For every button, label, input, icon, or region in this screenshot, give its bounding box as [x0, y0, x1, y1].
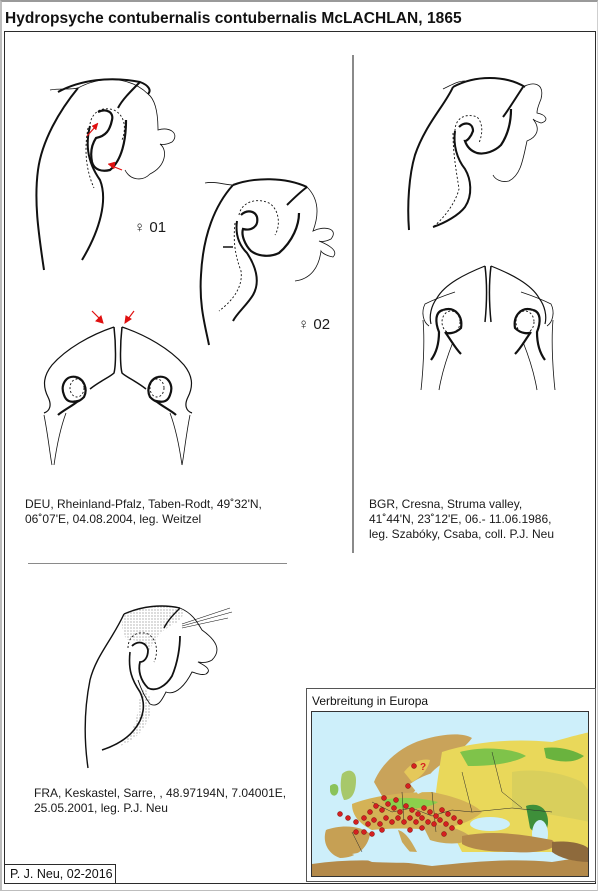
- red-arrow-icon: [92, 311, 103, 323]
- drawing-dorsal-bgr: [415, 262, 565, 402]
- specimen-label-female-02: ♀ 02: [298, 316, 331, 333]
- locality-line: BGR, Cresna, Struma valley,: [369, 497, 523, 511]
- author-credit: P. J. Neu, 02-2016: [4, 864, 116, 884]
- locality-line: FRA, Keskastel, Sarre, , 48.97194N, 7.04001E,: [34, 786, 287, 800]
- horizontal-divider: [28, 563, 287, 564]
- map-title: Verbreitung in Europa: [312, 694, 429, 708]
- drawing-lateral-female-01: [30, 70, 210, 270]
- uncertain-marker-icon: ?: [420, 762, 427, 773]
- locality-line: 06˚07'E, 04.08.2004, leg. Weitzel: [25, 512, 202, 526]
- drawing-dorsal-deu: [30, 305, 230, 475]
- specimen-label-female-01: ♀ 01: [134, 219, 167, 236]
- locality-text-bgr: [369, 497, 554, 542]
- distribution-map: [311, 711, 589, 877]
- locality-text-fra: [34, 786, 286, 816]
- locality-line: leg. Szabóky, Csaba, coll. P.J. Neu: [369, 527, 554, 541]
- red-arrow-icon: [125, 311, 134, 323]
- drawing-lateral-fra: [82, 600, 242, 770]
- locality-line: 41˚44'N, 23˚12'E, 06.- 11.06.1986,: [369, 512, 552, 526]
- plate-title: Hydropsyche contubernalis contubernalis McLACHLAN, 1865: [5, 10, 462, 27]
- locality-line: 25.05.2001, leg. P.J. Neu: [34, 801, 168, 815]
- drawing-lateral-bgr: [405, 75, 565, 235]
- locality-line: DEU, Rheinland-Pfalz, Taben-Rodt, 49˚32'N,: [25, 497, 262, 511]
- locality-text-deu: [25, 497, 262, 527]
